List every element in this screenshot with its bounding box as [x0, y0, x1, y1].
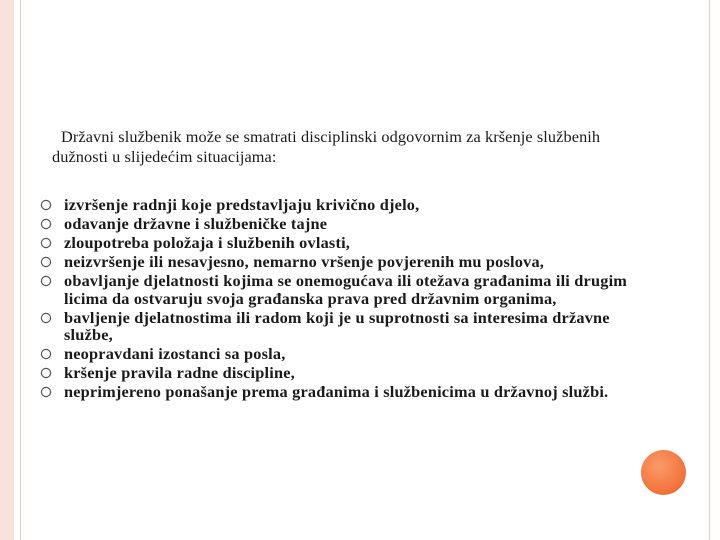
list-item [40, 253, 640, 271]
list-item [40, 272, 640, 307]
list-item [40, 364, 640, 382]
bullet-text: obavljanje djelatnosti kojima se onemogućava ili otežava građanima ili drugim licima da ostvaruju svoja građanska prava pred državnim organima, [64, 271, 628, 308]
hollow-circle-bullet-icon [40, 312, 52, 324]
left-decorative-band [0, 0, 14, 540]
hollow-circle-bullet-icon [40, 348, 52, 360]
bullet-text: neprimjereno ponašanje prema građanima i službenicima u državnoj službi. [64, 382, 609, 401]
list-item [40, 383, 640, 401]
bullet-text: neizvršenje ili nesavjesno, nemarno vršenje povjerenih mu poslova, [64, 252, 545, 271]
hollow-circle-bullet-icon [40, 218, 52, 230]
orange-circle-decoration [641, 450, 686, 495]
bullet-list [40, 196, 640, 402]
bullet-text: odavanje državne i službeničke tajne [64, 214, 328, 233]
hollow-circle-bullet-icon [40, 256, 52, 268]
bullet-text: izvršenje radnji koje predstavljaju krivično djelo, [64, 195, 420, 214]
list-item [40, 309, 640, 344]
bullet-text: zloupotreba položaja i službenih ovlasti, [64, 233, 351, 252]
list-item [40, 234, 640, 252]
hollow-circle-bullet-icon [40, 199, 52, 211]
bullet-text: bavljenje djelatnostima ili radom koji je u suprotnosti sa interesima državne službe, [64, 307, 610, 344]
bullet-text: kršenje pravila radne discipline, [64, 363, 295, 382]
bullet-text: neopravdani izostanci sa posla, [64, 344, 286, 363]
hollow-circle-bullet-icon [40, 386, 52, 398]
hollow-circle-bullet-icon [40, 367, 52, 379]
list-item [40, 215, 640, 233]
intro-paragraph: Državni službenik može se smatrati disciplinski odgovornim za kršenje službenih dužnosti u slijedećim situacijama: [52, 127, 601, 166]
list-item [40, 196, 640, 214]
list-item [40, 345, 640, 363]
hollow-circle-bullet-icon [40, 275, 52, 287]
hollow-circle-bullet-icon [40, 237, 52, 249]
